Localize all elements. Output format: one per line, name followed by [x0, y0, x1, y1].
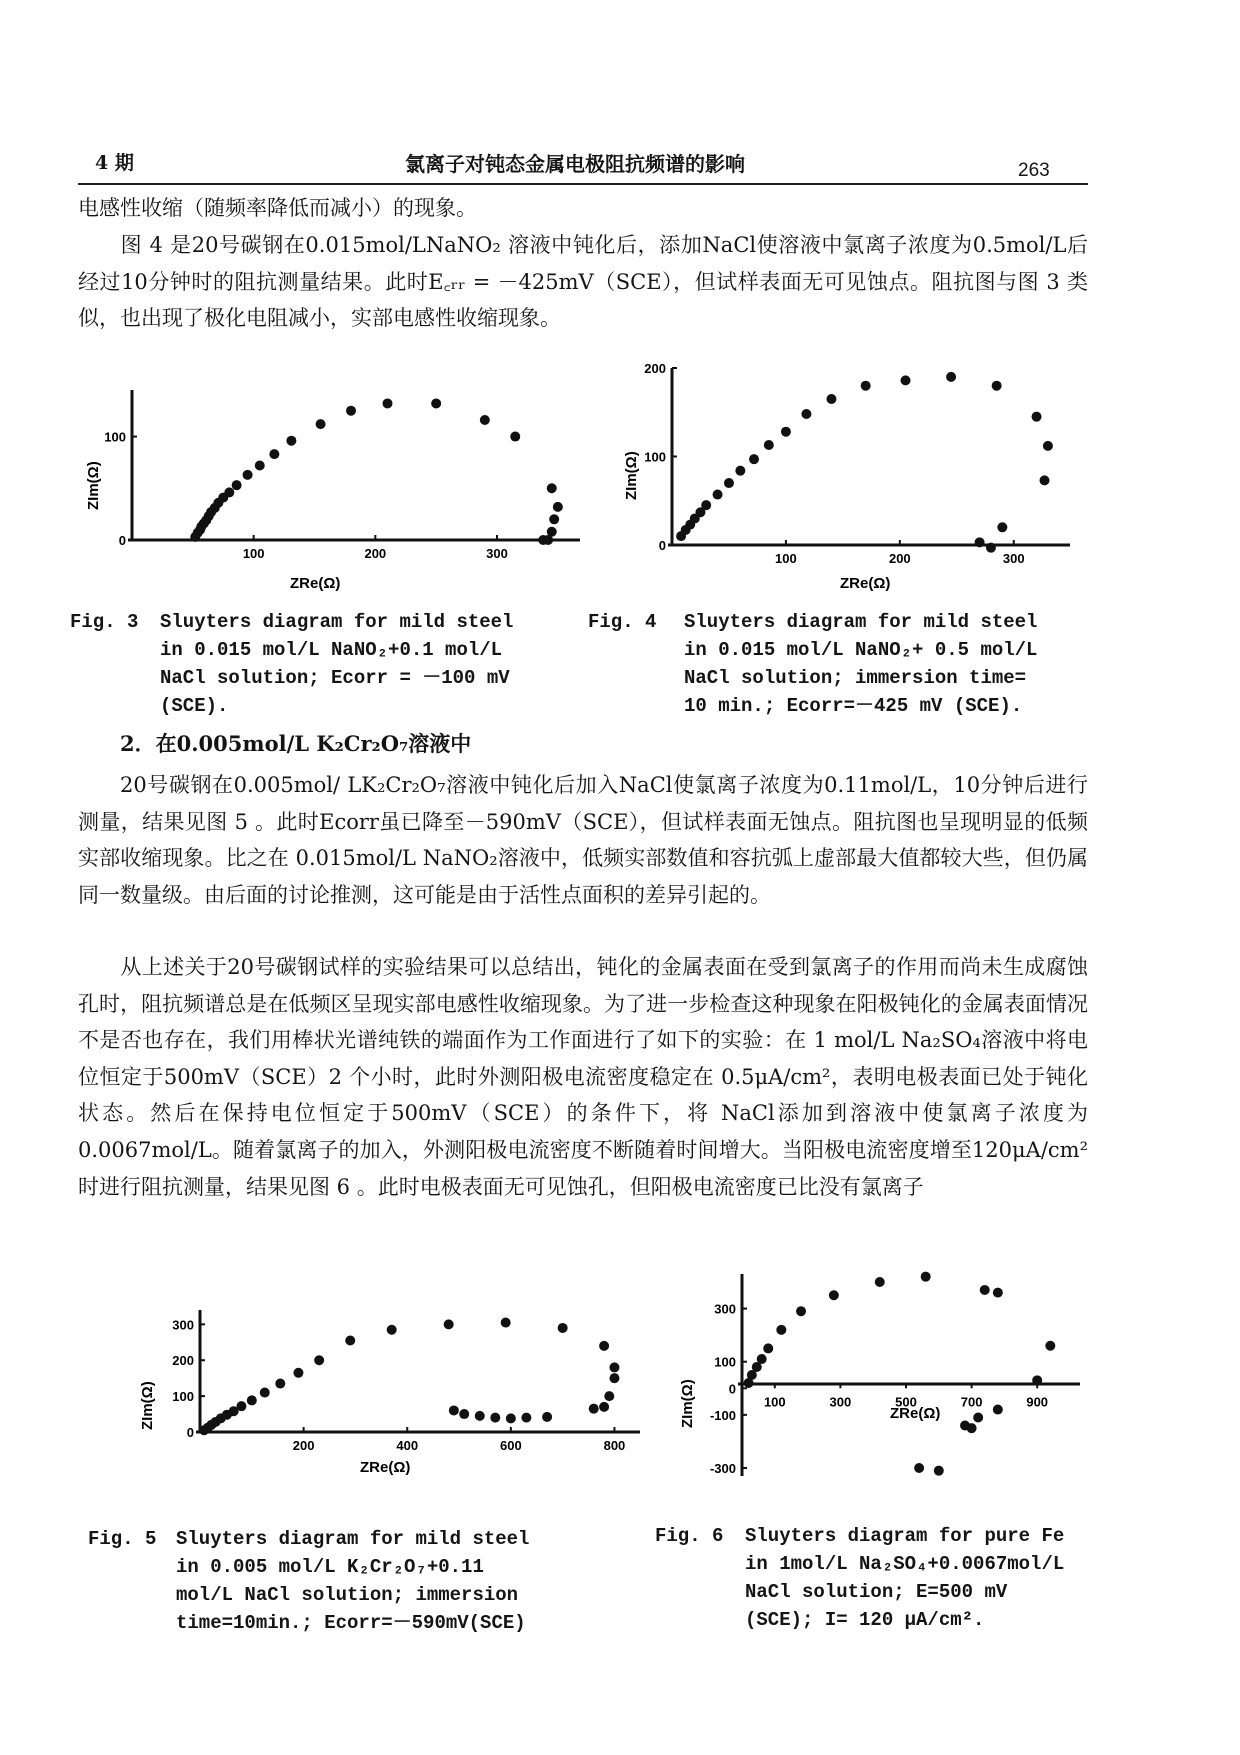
- section-heading: 2．在0.005mol/L K₂Cr₂O₇溶液中: [120, 731, 472, 756]
- fig5-data-point: [293, 1368, 303, 1378]
- fig6-data-point: [776, 1325, 786, 1335]
- fig4-x-tick-label: 300: [1002, 551, 1025, 566]
- fig5-x-tick-label: 800: [603, 1438, 626, 1453]
- fig4-data-point: [764, 440, 774, 450]
- fig4-data-point: [724, 478, 734, 488]
- fig6-caption-line: (SCE); I= 120 μA/cm².: [745, 1609, 985, 1631]
- fig6-data-point: [973, 1413, 983, 1423]
- fig4-y-label: ZIm(Ω): [623, 451, 640, 500]
- fig5-x-label: ZRe(Ω): [360, 1459, 411, 1476]
- fig3-data-point: [431, 398, 441, 408]
- fig3-plot: [70, 380, 590, 600]
- fig5-data-point: [387, 1325, 397, 1335]
- fig4-caption-line: NaCl solution; immersion time=: [684, 667, 1027, 689]
- fig6-data-point: [934, 1466, 944, 1476]
- fig4-data-point: [1039, 475, 1049, 485]
- fig6-x-tick-label: 700: [960, 1394, 983, 1410]
- fig3-data-point: [224, 487, 234, 497]
- page-number: 263: [1018, 160, 1050, 181]
- fig3-caption: [70, 608, 570, 728]
- fig6-y-tick-label: 0: [728, 1381, 736, 1397]
- fig5-data-point: [345, 1336, 355, 1346]
- fig6-caption-label: Fig. 6: [655, 1525, 724, 1547]
- fig3-data-point: [269, 449, 279, 459]
- fig5-data-point: [501, 1318, 511, 1328]
- fig4-data-point: [997, 522, 1007, 532]
- fig4-plot: [610, 360, 1080, 600]
- fig5-data-point: [444, 1319, 454, 1329]
- fig4-data-point: [992, 381, 1002, 391]
- fig3-data-point: [286, 436, 296, 446]
- fig4-data-point: [946, 372, 956, 382]
- fig5-data-point: [599, 1341, 609, 1351]
- fig6-y-tick-label: 100: [714, 1354, 736, 1370]
- fig5-caption-line: time=10min.; Ecorr=－590mV(SCE): [176, 1612, 526, 1634]
- fig5-caption-line: in 0.005 mol/L K₂Cr₂O₇+0.11: [176, 1556, 484, 1578]
- fig6-caption-line: NaCl solution; E=500 mV: [745, 1581, 1008, 1603]
- fig6-data-point: [993, 1288, 1003, 1298]
- fig3-x-label: ZRe(Ω): [290, 575, 341, 592]
- fig5-y-tick-label: 300: [172, 1317, 194, 1333]
- fig6-plot: [670, 1268, 1090, 1488]
- fig6-data-point: [1045, 1341, 1055, 1351]
- fig4-data-point: [801, 409, 811, 419]
- fig5-data-point: [604, 1391, 614, 1401]
- fig5-data-point: [236, 1401, 246, 1411]
- paragraph-2: 图 4 是20号碳钢在0.015mol/LNaNO₂ 溶液中钝化后，添加NaCl使溶液中氯离子浓度为0.5mol/L后经过10分钟时的阻抗测量结果。此时E꜀ᵣᵣ = －425mV（SCE），但试样表面无可见蚀点。阻抗图与图 3 类似，也出现了极化电阻减小，实部电感性收缩现象。: [78, 233, 1088, 331]
- fig5-data-point: [609, 1373, 619, 1383]
- fig5-y-label: ZIm(Ω): [139, 1381, 156, 1430]
- fig6-data-point: [1032, 1375, 1042, 1385]
- fig3-data-point: [543, 535, 553, 545]
- fig6-y-label: ZIm(Ω): [679, 1379, 696, 1428]
- fig5-data-point: [599, 1402, 609, 1412]
- fig5-caption: [88, 1525, 608, 1645]
- fig5-data-point: [449, 1405, 459, 1415]
- fig5-x-tick-label: 200: [292, 1438, 315, 1453]
- fig5-data-point: [490, 1413, 500, 1423]
- fig4-x-label: ZRe(Ω): [840, 575, 891, 592]
- fig4-data-point: [713, 490, 723, 500]
- fig4-caption: [588, 608, 1108, 728]
- fig5-caption-line: mol/L NaCl solution; immersion: [176, 1584, 519, 1606]
- fig4-y-tick-label: 200: [644, 361, 666, 376]
- fig5-data-point: [475, 1411, 485, 1421]
- fig3-data-point: [480, 415, 490, 425]
- fig4-x-tick-label: 200: [888, 551, 911, 566]
- fig5-y-tick-label: 200: [172, 1353, 194, 1369]
- fig6-caption-line: Sluyters diagram for pure Fe: [745, 1525, 1065, 1547]
- fig3-data-point: [383, 398, 393, 408]
- fig3-caption-line: NaCl solution; Ecorr = －100 mV: [160, 667, 510, 689]
- fig3-data-point: [547, 483, 557, 493]
- fig5-data-point: [609, 1362, 619, 1372]
- fig3-data-point: [553, 502, 563, 512]
- fig3-caption-label: Fig. 3: [70, 611, 139, 633]
- fig5-plot: [130, 1300, 650, 1480]
- fig3-x-tick-label: 200: [364, 546, 387, 561]
- fig6-data-point: [763, 1343, 773, 1353]
- fig4-data-point: [781, 427, 791, 437]
- fig3-data-point: [346, 406, 356, 416]
- fig6-x-tick-label: 900: [1026, 1394, 1049, 1410]
- fig4-caption-line: in 0.015 mol/L NaNO₂+ 0.5 mol/L: [684, 639, 1038, 661]
- fig3-y-label: ZIm(Ω): [85, 461, 102, 510]
- fig6-data-point: [980, 1285, 990, 1295]
- fig6-caption-line: in 1mol/L Na₂SO₄+0.0067mol/L: [745, 1553, 1065, 1575]
- fig3-data-point: [510, 432, 520, 442]
- fig4-caption-line: 10 min.; Ecorr=－425 mV (SCE).: [684, 695, 1023, 717]
- fig5-data-point: [506, 1413, 516, 1423]
- fig6-x-tick-label: 300: [829, 1394, 852, 1410]
- paragraph-3: 20号碳钢在0.005mol/ LK₂Cr₂O₇溶液中钝化后加入NaCl使氯离子浓度为0.11mol/L，10分钟后进行测量，结果见图 5 。此时Ecorr虽已降至－590mV（SCE），但试样表面无蚀点。阻抗图也呈现明显的低频实部收缩现象。比之在 0.015mol/L NaNO₂溶液中，低频实部数值和容抗弧上虚部最大值都较大些，但仍属同一数量级。由后面的讨论推测，这可能是由于活性点面积的差异引起的。: [78, 773, 1088, 907]
- fig4-y-tick-label: 0: [658, 538, 666, 553]
- fig6-data-point: [829, 1290, 839, 1300]
- fig5-data-point: [521, 1413, 531, 1423]
- fig5-data-point: [260, 1388, 270, 1398]
- fig4-x-tick-label: 100: [775, 551, 797, 566]
- fig4-caption-line: Sluyters diagram for mild steel: [684, 611, 1038, 633]
- paragraph-1: 电感性收缩（随频率降低而减小）的现象。: [78, 196, 477, 220]
- fig5-y-tick-label: 0: [186, 1425, 194, 1440]
- fig5-y-tick-label: 100: [172, 1389, 194, 1405]
- running-title: 氯离子对钝态金属电极阻抗频谱的影响: [405, 152, 745, 176]
- fig6-y-tick-label: -100: [709, 1407, 736, 1423]
- fig3-y-tick-label: 100: [104, 429, 126, 445]
- fig4-data-point: [701, 500, 711, 510]
- fig5-data-point: [314, 1355, 324, 1365]
- fig6-y-tick-label: 300: [714, 1301, 736, 1317]
- fig6-data-point: [921, 1272, 931, 1282]
- fig4-data-point: [1043, 441, 1053, 451]
- fig5-caption-line: Sluyters diagram for mild steel: [176, 1528, 530, 1550]
- fig3-data-point: [243, 470, 253, 480]
- fig4-data-point: [901, 375, 911, 385]
- fig3-caption-line: in 0.015 mol/L NaNO₂+0.1 mol/L: [160, 639, 503, 661]
- fig4-data-point: [861, 381, 871, 391]
- fig6-data-point: [875, 1277, 885, 1287]
- header-rule: [78, 183, 1088, 185]
- fig3-x-tick-label: 100: [242, 546, 265, 561]
- issue-number: 4 期: [95, 152, 134, 174]
- fig6-caption: [655, 1522, 1115, 1642]
- fig3-caption-line: (SCE).: [160, 695, 229, 717]
- paragraph-4: 从上述关于20号碳钢试样的实验结果可以总结出，钝化的金属表面在受到氯离子的作用而尚未生成腐蚀孔时，阻抗频谱总是在低频区呈现实部电感性收缩现象。为了进一步检查这种现象在阳极钝化的金属表面情况不是否也存在，我们用棒状光谱纯铁的端面作为工作面进行了如下的实验：在 1 mol/L Na₂SO₄溶液中将电位恒定于500mV（SCE）2 个小时，此时外测阳极电流密度稳定在 0.5μA/cm²，表明电极表面已处于钝化状态。然后在保持电位恒定于500mV（SCE）的条件下，将 NaCl添加到溶液中使氯离子浓度为0.0067mol/L。随着氯离子的加入，外测阳极电流密度不断随着时间增大。当阳极电流密度增至120μA/cm² 时进行阻抗测量，结果见图 6 。此时电极表面无可见蚀孔，但阳极电流密度已比没有氯离子: [78, 955, 1088, 1199]
- fig5-data-point: [558, 1323, 568, 1333]
- fig5-data-point: [542, 1412, 552, 1422]
- fig4-data-point: [735, 466, 745, 476]
- fig3-y-tick-label: 0: [118, 533, 126, 548]
- fig4-caption-label: Fig. 4: [588, 611, 657, 633]
- fig6-data-point: [960, 1421, 970, 1431]
- fig3-data-point: [549, 514, 559, 524]
- fig5-x-tick-label: 400: [396, 1438, 419, 1453]
- fig3-data-point: [316, 419, 326, 429]
- fig3-caption-line: Sluyters diagram for mild steel: [160, 611, 514, 633]
- fig6-data-point: [757, 1354, 767, 1364]
- fig4-data-point: [749, 454, 759, 464]
- fig4-y-tick-label: 100: [644, 449, 666, 465]
- fig5-data-point: [589, 1404, 599, 1414]
- fig4-data-point: [975, 537, 985, 547]
- fig6-data-point: [914, 1463, 924, 1473]
- fig6-data-point: [796, 1306, 806, 1316]
- fig6-y-tick-label: -300: [709, 1461, 736, 1477]
- fig4-data-point: [986, 543, 996, 553]
- fig5-data-point: [275, 1379, 285, 1389]
- fig6-data-point: [993, 1405, 1003, 1415]
- fig4-data-point: [826, 394, 836, 404]
- fig6-x-tick-label: 100: [763, 1394, 786, 1410]
- fig6-x-label: ZRe(Ω): [890, 1405, 941, 1422]
- fig3-x-tick-label: 300: [486, 546, 508, 561]
- fig5-x-tick-label: 600: [499, 1438, 522, 1453]
- fig5-data-point: [247, 1395, 257, 1405]
- fig4-data-point: [1032, 412, 1042, 422]
- fig3-data-point: [255, 461, 265, 471]
- fig5-data-point: [459, 1409, 469, 1419]
- fig3-data-point: [232, 480, 242, 490]
- fig5-caption-label: Fig. 5: [88, 1528, 157, 1550]
- fig6-x-tick-label: 500: [895, 1394, 917, 1410]
